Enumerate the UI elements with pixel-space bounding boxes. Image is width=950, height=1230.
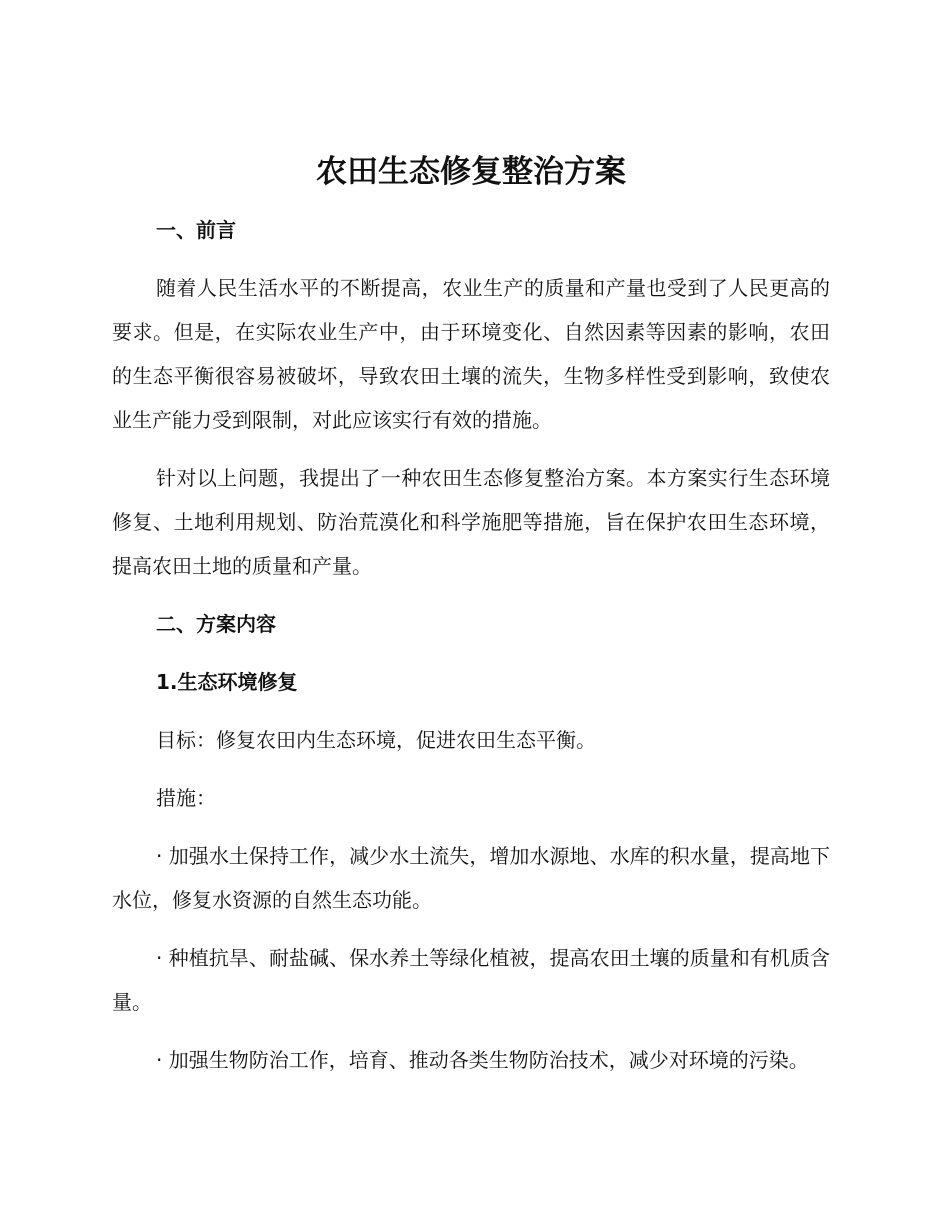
subsection-heading-ecological-restoration: 1.生态环境修复	[156, 670, 298, 694]
document-body	[112, 150, 830, 1096]
section-heading-plan-content: 二、方案内容	[156, 612, 276, 636]
preface-paragraph-2: 针对以上问题，我提出了一种农田生态修复整治方案。本方案实行生态环境修复、土地利用规划、防治荒漠化和科学施肥等措施，旨在保护农田生态环境，提高农田土地的质量和产量。	[112, 466, 830, 578]
measures-label: 措施：	[156, 786, 216, 810]
measure-item-water-soil: · 加强水土保持工作，减少水土流失，增加水源地、水库的积水量，提高地下水位，修复水资源的自然生态功能。	[112, 844, 830, 912]
preface-paragraph-1: 随着人民生活水平的不断提高，农业生产的质量和产量也受到了人民更高的要求。但是，在实际农业生产中，由于环境变化、自然因素等因素的影响，农田的生态平衡很容易被破坏，导致农田土壤的流失，生物多样性受到影响，致使农业生产能力受到限制，对此应该实行有效的措施。	[112, 276, 830, 432]
section-heading-preface: 一、前言	[156, 218, 236, 242]
goal-line: 目标：修复农田内生态环境，促进农田生态平衡。	[156, 728, 596, 752]
measure-item-vegetation: · 种植抗旱、耐盐碱、保水养土等绿化植被，提高农田土壤的质量和有机质含量。	[112, 946, 830, 1014]
document-title: 农田生态修复整治方案	[316, 154, 626, 190]
measure-item-biological-control: · 加强生物防治工作，培育、推动各类生物防治技术，减少对环境的污染。	[156, 1048, 809, 1072]
